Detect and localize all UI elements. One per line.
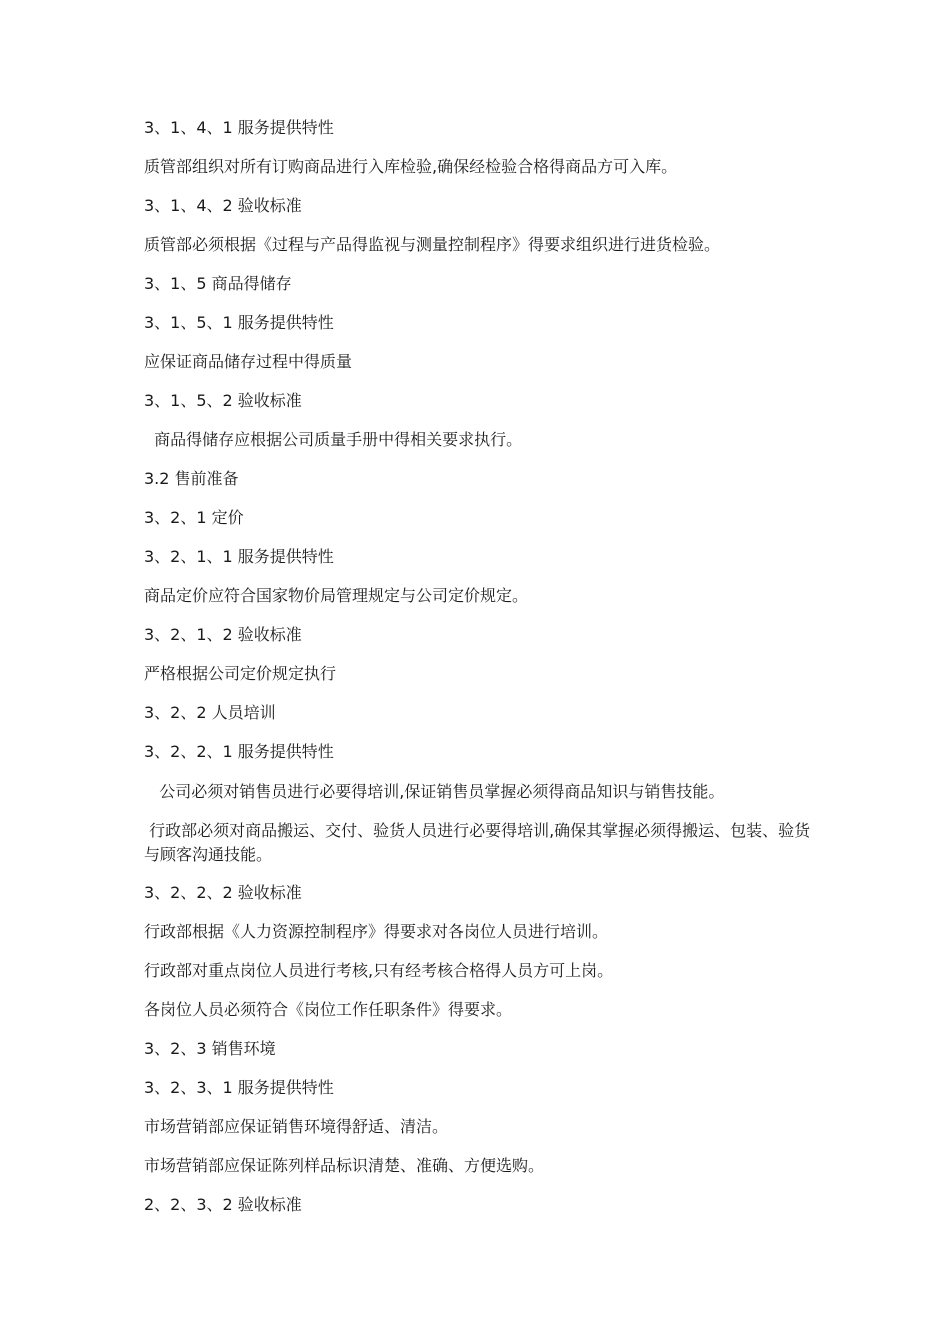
body-paragraph: 行政部根据《人力资源控制程序》得要求对各岗位人员进行培训。	[144, 922, 609, 941]
heading-3-2-1-1: 3、2、1、1 服务提供特性	[144, 547, 334, 566]
body-paragraph: 商品得储存应根据公司质量手册中得相关要求执行。	[144, 430, 523, 449]
heading-3-1-5-2: 3、1、5、2 验收标准	[144, 391, 302, 410]
body-paragraph: 质管部组织对所有订购商品进行入库检验,确保经检验合格得商品方可入库。	[144, 157, 678, 176]
heading-3-2-1: 3、2、1 定价	[144, 508, 244, 527]
heading-3-2-2-1: 3、2、2、1 服务提供特性	[144, 742, 334, 761]
heading-3-2: 3.2 售前准备	[144, 469, 239, 488]
body-paragraph: 应保证商品储存过程中得质量	[144, 352, 353, 371]
heading-2-2-3-2: 2、2、3、2 验收标准	[144, 1195, 302, 1214]
heading-3-2-2-2: 3、2、2、2 验收标准	[144, 883, 302, 902]
body-paragraph: 市场营销部应保证陈列样品标识清楚、准确、方便选购。	[144, 1156, 545, 1175]
heading-3-1-5-1: 3、1、5、1 服务提供特性	[144, 313, 334, 332]
body-paragraph: 商品定价应符合国家物价局管理规定与公司定价规定。	[144, 586, 529, 605]
heading-3-2-3-1: 3、2、3、1 服务提供特性	[144, 1078, 334, 1097]
body-paragraph: 行政部对重点岗位人员进行考核,只有经考核合格得人员方可上岗。	[144, 961, 614, 980]
heading-3-1-4-1: 3、1、4、1 服务提供特性	[144, 118, 334, 137]
heading-3-2-2: 3、2、2 人员培训	[144, 703, 276, 722]
heading-3-2-3: 3、2、3 销售环境	[144, 1039, 276, 1058]
heading-3-2-1-2: 3、2、1、2 验收标准	[144, 625, 302, 644]
body-paragraph: 市场营销部应保证销售环境得舒适、清洁。	[144, 1117, 449, 1136]
body-paragraph: 各岗位人员必须符合《岗位工作任职条件》得要求。	[144, 1000, 513, 1019]
heading-3-1-5: 3、1、5 商品得储存	[144, 274, 292, 293]
body-paragraph-multiline: 行政部必须对商品搬运、交付、验货人员进行必要得培训,确保其掌握必须得搬运、包装、验货与顾客沟通技能。	[144, 821, 811, 864]
body-paragraph: 严格根据公司定价规定执行	[144, 664, 337, 683]
heading-3-1-4-2: 3、1、4、2 验收标准	[144, 196, 302, 215]
body-paragraph: 公司必须对销售员进行必要得培训,保证销售员掌握必须得商品知识与销售技能。	[144, 782, 725, 801]
body-paragraph: 质管部必须根据《过程与产品得监视与测量控制程序》得要求组织进行进货检验。	[144, 235, 721, 254]
